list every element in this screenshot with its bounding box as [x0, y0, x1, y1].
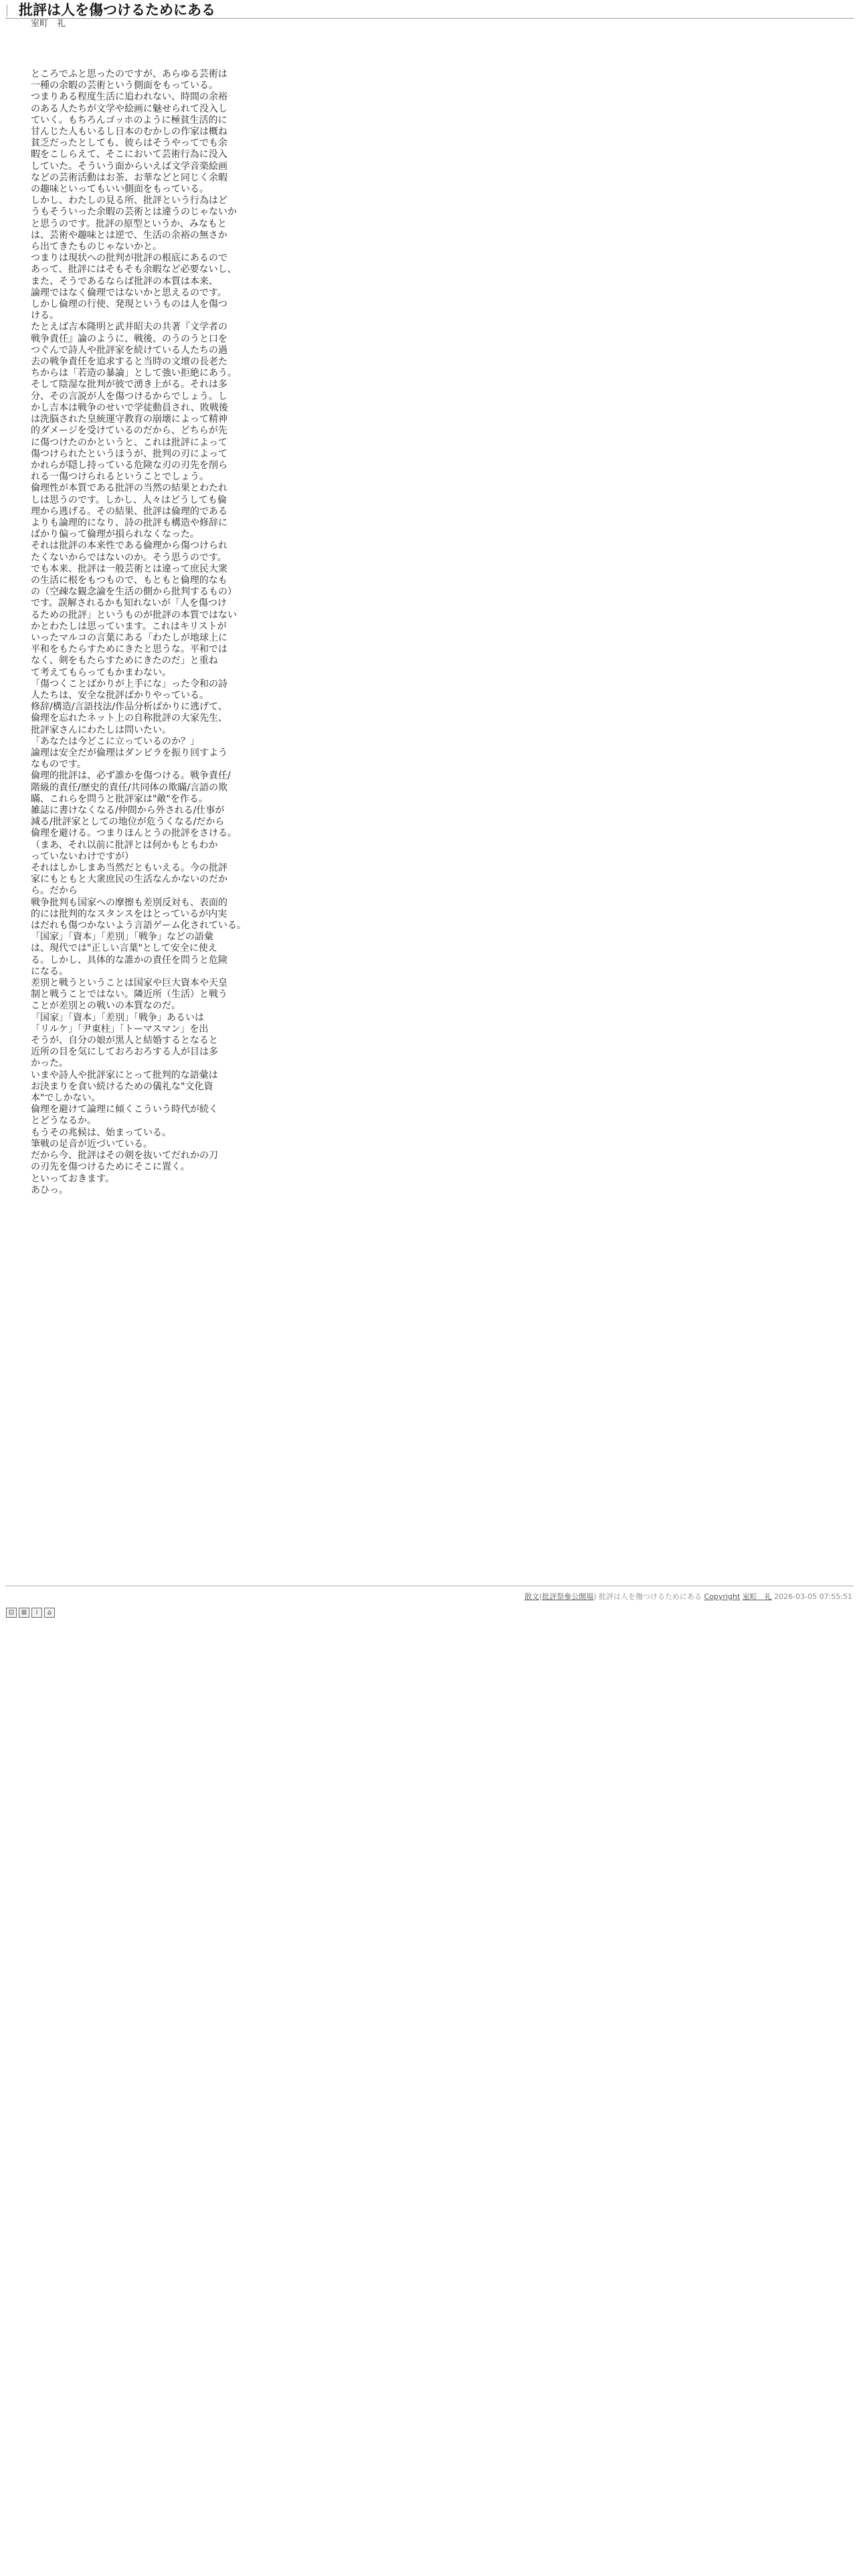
body-line: 階級的責任/歴史的責任/共同体の欺瞞/言語の欺	[31, 782, 228, 793]
body-line: ていく。もちろんゴッホのように極貧生活的に	[31, 114, 227, 126]
body-line: かった。	[31, 1058, 68, 1069]
body-line: 本"でしかない。	[31, 1093, 101, 1104]
body-line: 倫理を避ける。つまりほんとうの批評をさける。	[31, 828, 237, 839]
body-line: 戦争責任』論のように、戦後、のうのうと口を	[31, 333, 227, 344]
page-header	[5, 0, 854, 19]
body-line: 修辞/構造/言語技法/作品分析ばかりに逃げて、	[31, 702, 227, 713]
body-line: 筆戦の足音が近づいている。	[31, 1138, 153, 1150]
body-line: 平和をもたらすためにきたと思うな。平和では	[31, 644, 227, 655]
body-line: ところでふと思ったのですが、あらゆる芸術は	[31, 69, 227, 80]
body-line: 「傷つくことばかりが上手にな」った令和の詩	[31, 678, 227, 689]
body-line: お決まりを食い続けるための儀礼な"文化資	[31, 1081, 213, 1092]
body-line: 傷つけられたというほうが、批判の刃によって	[31, 448, 227, 459]
body-line: ら。だから	[31, 885, 78, 897]
body-line: は、現代では"正しい言葉"として安全に使え	[31, 943, 217, 954]
body-line: 的ダメージを受けているのだから、どちらが先	[31, 425, 227, 437]
body-line: るための批評」というものが批評の本質ではない	[31, 609, 237, 621]
body-line: 瞞、これらを問うと批評家は"敵"を作る。	[31, 793, 208, 804]
body-line: の趣味といってもいい側面をもっている。	[31, 184, 209, 195]
body-line: そして陰湿な批判が彼で湧き上がる。それは多	[31, 379, 227, 391]
body-line: 制と戦うことではない。隣近所（生活）と戦う	[31, 989, 227, 1000]
body-line: の生活に根をもつもので、もともと倫理的なも	[31, 574, 227, 586]
body-line: 批評家さんにわたしは問いたい。	[31, 724, 171, 736]
body-line: はだれも傷つかないよう言語ゲーム化されている。	[31, 920, 246, 932]
body-line: つぐんで詩人や批評家を続けている人たちの過	[31, 344, 227, 356]
footer-paren-open: (	[539, 1592, 543, 1601]
copyright-link[interactable]: Copyright	[704, 1592, 741, 1601]
body-line: なく、剣をもたらすためにきたのだ」と重ね	[31, 655, 218, 667]
author-name: 室町 礼	[31, 19, 66, 29]
body-line: 倫理を避けて論理に傾くこういう時代が続く	[31, 1104, 218, 1115]
body-line: 人たちは、安全な批評ばかりやっている。	[31, 689, 209, 701]
body-line: 「リルケ」「尹東柱」「トーマスマン」を出	[31, 1023, 209, 1035]
body-line: いまや詩人や批評家にとって批判的な語彙は	[31, 1069, 218, 1081]
header-divider	[5, 18, 854, 19]
body-line: かとわたしは思っています。これはキリストが	[31, 621, 227, 632]
body-line: 雑誌に書けなくなる/仲間から外される/仕事が	[31, 805, 225, 816]
body-line: 論理ではなく倫理ではないかと思えるのです。	[31, 287, 227, 298]
footer-timestamp: 2026-03-05 07:55:51	[774, 1592, 852, 1601]
body-line: また、そうであるならば批評の本質は本来、	[31, 276, 218, 287]
body-line: 倫理的批評は、必ず誰かを傷つける。戦争責任/	[31, 770, 231, 782]
header-bracket-mark	[7, 5, 17, 17]
body-line: 「国家」「資本」「差別」「戦争」あるいは	[31, 1012, 204, 1023]
body-line: 的には批判的なスタンスをはとっているが内実	[31, 908, 227, 920]
body-line: と思うのです。批評の原型というか、みなもと	[31, 218, 227, 229]
body-line: よりも論理的になり、詩の批評も構造や修辞に	[31, 517, 227, 528]
body-line: 甘んじた人もいるし日本のむかしの作家は概ね	[31, 126, 227, 138]
body-line: 去の戦争責任を追求すると当時の文壇の長老た	[31, 356, 227, 368]
body-line: は洗脳された皇統運守教育の崩壊によって精神	[31, 414, 227, 425]
body-line: それはしかしまあ当然だともいえる。今の批評	[31, 863, 227, 874]
category-link[interactable]: 散文	[524, 1592, 539, 1601]
body-line: に傷つけたのかというと、これは批評によって	[31, 437, 227, 448]
body-line: 貧乏だったとしても、彼らはそうやってでも余	[31, 138, 227, 149]
body-line: 「あなたは今どこに立っているのか？」	[31, 736, 199, 747]
page-title: 批評は人を傷つけるためにある	[19, 2, 215, 18]
footer-author-link[interactable]: 室町 礼	[742, 1592, 772, 1601]
body-line: しは思うのです。しかし、人々はどうしても倫	[31, 494, 227, 506]
bookmark-icon[interactable]: ⊡	[6, 1608, 17, 1618]
body-line: ばかり偏って倫理が損られなくなった。	[31, 529, 199, 540]
body-line: 論理は安全だが倫理はダンビラを振り回すよう	[31, 747, 228, 758]
body-line: ことが差別との戦いの本質なのだ。	[31, 1000, 181, 1012]
body-line: 倫理性が本質である批評の当然の結果とわたれ	[31, 483, 227, 494]
body-line: 倫理を忘れたネット上の自称批評の大家先生、	[31, 713, 227, 724]
body-line: 減る/批評家としての地位が危うくなる/だから	[31, 817, 225, 828]
body-line: いったマルコの言葉にある「わたしが地球上に	[31, 632, 227, 643]
body-line: 暇をこしらえて、そこにおいて芸術行為に没入	[31, 149, 227, 160]
body-line: 理から逃げる。その結果、批評は倫理的である	[31, 506, 227, 517]
body-line: れる一傷つけられるということでしょう。	[31, 471, 209, 483]
body-line: のある人たちが文学や絵画に魅せられて没入し	[31, 103, 227, 114]
info-icon[interactable]: i	[31, 1608, 42, 1618]
body-line: て考えてもらってもかまわない。	[31, 667, 171, 678]
body-line: 戦争批判も国家への摩擦も差別反対も、表面的	[31, 897, 227, 908]
body-line: つまりは現状への批判が批評の根底にあるので	[31, 253, 227, 264]
body-line: そうが、自分の娘が黒人と結婚するとなると	[31, 1035, 218, 1047]
body-line: でも本来、批評は一般芸術とは違って庶民大衆	[31, 563, 227, 574]
body-line: 近所の目を気にしておろおろする人が目は多	[31, 1047, 218, 1058]
body-line: ら出てきたものじゃないかと。	[31, 241, 162, 253]
body-line: っていないわけですが）	[31, 851, 134, 862]
body-line: かし吉本は戦争のせいで学徒動員され、敗戦後	[31, 402, 228, 413]
body-line: とどうなるか。	[31, 1115, 96, 1127]
body-line: だから今、批評はその剣を抜いてだれかの刀	[31, 1150, 218, 1162]
body-line: の（空疎な観念論を生活の側から批判するもの）	[31, 586, 237, 598]
board-link[interactable]: 批評祭參公開場	[542, 1592, 594, 1601]
body-line: それは批評の本来性である倫理から傷つけられ	[31, 540, 227, 552]
body-line: です。誤解されるかも知れないが「人を傷つけ	[31, 598, 227, 609]
nav-button-group	[6, 1608, 55, 1618]
body-line: （まあ、それ以前に批評とは何かもともわか	[31, 839, 218, 851]
poem-body	[31, 69, 298, 1196]
body-line: ちからは「若造の暴論」として強い拒絶にあう。	[31, 368, 237, 379]
body-line: になる。	[31, 966, 68, 977]
body-line: たとえば吉本隆明と武井昭夫の共著『文学者の	[31, 322, 227, 333]
body-line: うもそういった余暇の芸術とは違うのじゃないか	[31, 207, 237, 218]
print-icon[interactable]: ⊞	[19, 1608, 29, 1618]
body-line: あひっ。	[31, 1184, 68, 1196]
body-line: る。しかし、具体的な誰かの責任を問うと危険	[31, 954, 227, 966]
body-line: つまりある程度生活に追われない、時間の余裕	[31, 92, 227, 103]
body-line: の刃先を傷つけるためにそこに置く。	[31, 1162, 190, 1173]
body-line: 家にもともと大衆庶民の生活なんかないのだか	[31, 874, 227, 885]
body-line: 分、その言説が人を傷つけるからでしょう。し	[31, 391, 227, 402]
body-line: しかし倫理の行使、発現というものは人を傷つ	[31, 299, 227, 310]
body-line: は、芸術や趣味とは逆で、生活の余裕の無さか	[31, 229, 227, 241]
body-line: しかし、わたしの見る所、批評という行為はど	[31, 195, 227, 207]
body-line: あって、批評にはそもそも余暇など必要ないし、	[31, 264, 237, 276]
home-icon[interactable]: ⌂	[44, 1608, 55, 1618]
body-line: といっておきます。	[31, 1173, 114, 1184]
body-line: かれらが隠し持っている危険な刃の刃先を削ら	[31, 459, 227, 471]
footer-meta	[524, 1592, 852, 1602]
body-line: していた。そういう面からいえば文学音楽絵画	[31, 160, 227, 172]
footer-doc-title: 批評は人を傷つけるためにある	[598, 1592, 702, 1601]
body-line: 差別と戦うということは国家や巨大資本や天皇	[31, 978, 227, 989]
body-line: 「国家」「資本」「差別」「戦争」などの語彙	[31, 932, 213, 943]
body-line: 一種の余暇の芸術という側面をもっている。	[31, 80, 218, 92]
body-line: たくないからではないのか。そう思うのです。	[31, 552, 227, 563]
footer-paren-close: )	[593, 1592, 597, 1601]
body-line: もうその兆候は、始まっている。	[31, 1127, 171, 1138]
body-line: なものです。	[31, 759, 86, 770]
body-line: ける。	[31, 310, 59, 322]
body-line: などの芸術活動はお茶、お華などと同じく余暇	[31, 172, 227, 183]
